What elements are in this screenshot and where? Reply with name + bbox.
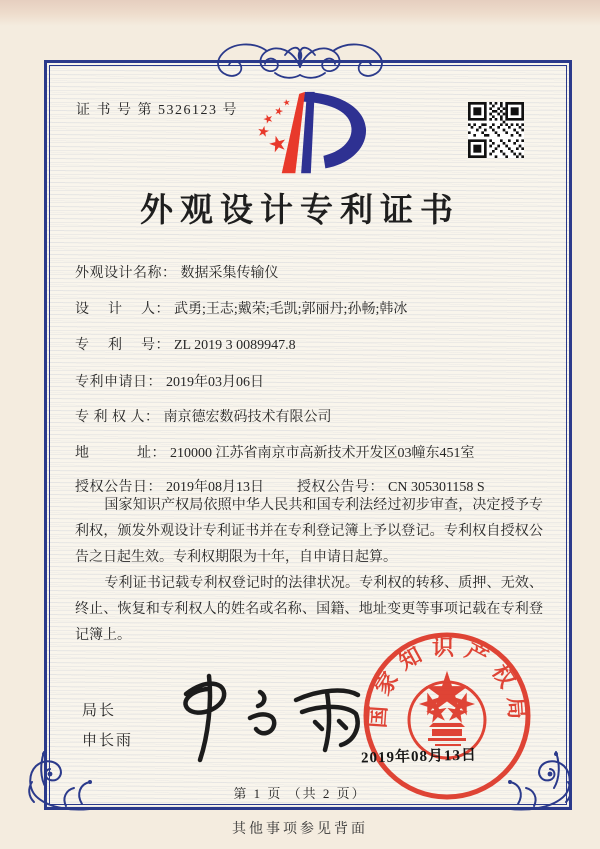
signature-icon: [148, 664, 378, 768]
legal-paragraph-2: 专利证书记载专利权登记时的法律状况。专利权的转移、质押、无效、终止、恢复和专利权人的姓名或名称、国籍、地址变更等事项记载在专利登记簿上。: [75, 576, 543, 643]
seal-org-text: 国家知识产权局: [364, 635, 531, 729]
field-value: 2019年08月13日: [166, 480, 264, 495]
field-label: 专利申请日：: [75, 375, 162, 390]
legal-paragraph-1: 国家知识产权局依照中华人民共和国专利法经过初步审查，决定授予专利权，颁发外观设计专利证书并在专利登记簿上予以登记。专利权自授权公告之日起生效。专利权期限为十年，自申请日起算。: [75, 498, 543, 565]
field-label: 专 利 号：: [75, 338, 170, 353]
field-value: CN 305301158 S: [388, 480, 485, 495]
field-value: 210000 江苏省南京市高新技术开发区03幢东451室: [170, 446, 475, 461]
field-value: 数据采集传输仪: [180, 266, 279, 281]
field-value: 2019年03月06日: [166, 375, 264, 390]
field-label: 地 址：: [75, 446, 166, 461]
field-address: [75, 442, 475, 462]
cnipa-logo-icon: [243, 84, 398, 186]
seal-date: 2019年08月13日: [360, 747, 478, 767]
field-label: 专 利 权 人：: [75, 410, 160, 425]
page-indicator: 第 1 页 （共 2 页）: [233, 786, 367, 801]
field-patent-number: [75, 334, 296, 354]
director-title: 局长: [82, 703, 117, 719]
paper-top-edge: [0, 0, 600, 26]
field-value: 武勇;王志;戴荣;毛凯;郭丽丹;孙畅;韩冰: [174, 302, 408, 317]
director-name: 申长雨: [82, 733, 134, 749]
top-flourish-icon: [205, 37, 395, 83]
field-design-name: [75, 262, 279, 282]
field-label: 外观设计名称：: [75, 266, 177, 281]
field-designers: [75, 298, 407, 318]
bottom-left-flourish-icon: [20, 750, 100, 816]
official-seal-icon: [356, 625, 538, 807]
back-note: 其他事项参见背面: [232, 822, 368, 837]
certificate-title: 外观设计专利证书: [140, 193, 460, 229]
field-patentee: [75, 406, 332, 426]
field-label: 授权公告日：: [75, 480, 162, 495]
field-value: 南京德宏数码技术有限公司: [163, 410, 332, 425]
certificate-number: 证 书 号 第 5326123 号: [76, 103, 238, 118]
field-label: 设 计 人：: [75, 302, 170, 317]
field-value: ZL 2019 3 0089947.8: [174, 338, 296, 353]
qr-code: [468, 102, 524, 158]
field-label: 授权公告号：: [297, 480, 384, 495]
field-filing-date: [75, 371, 264, 391]
